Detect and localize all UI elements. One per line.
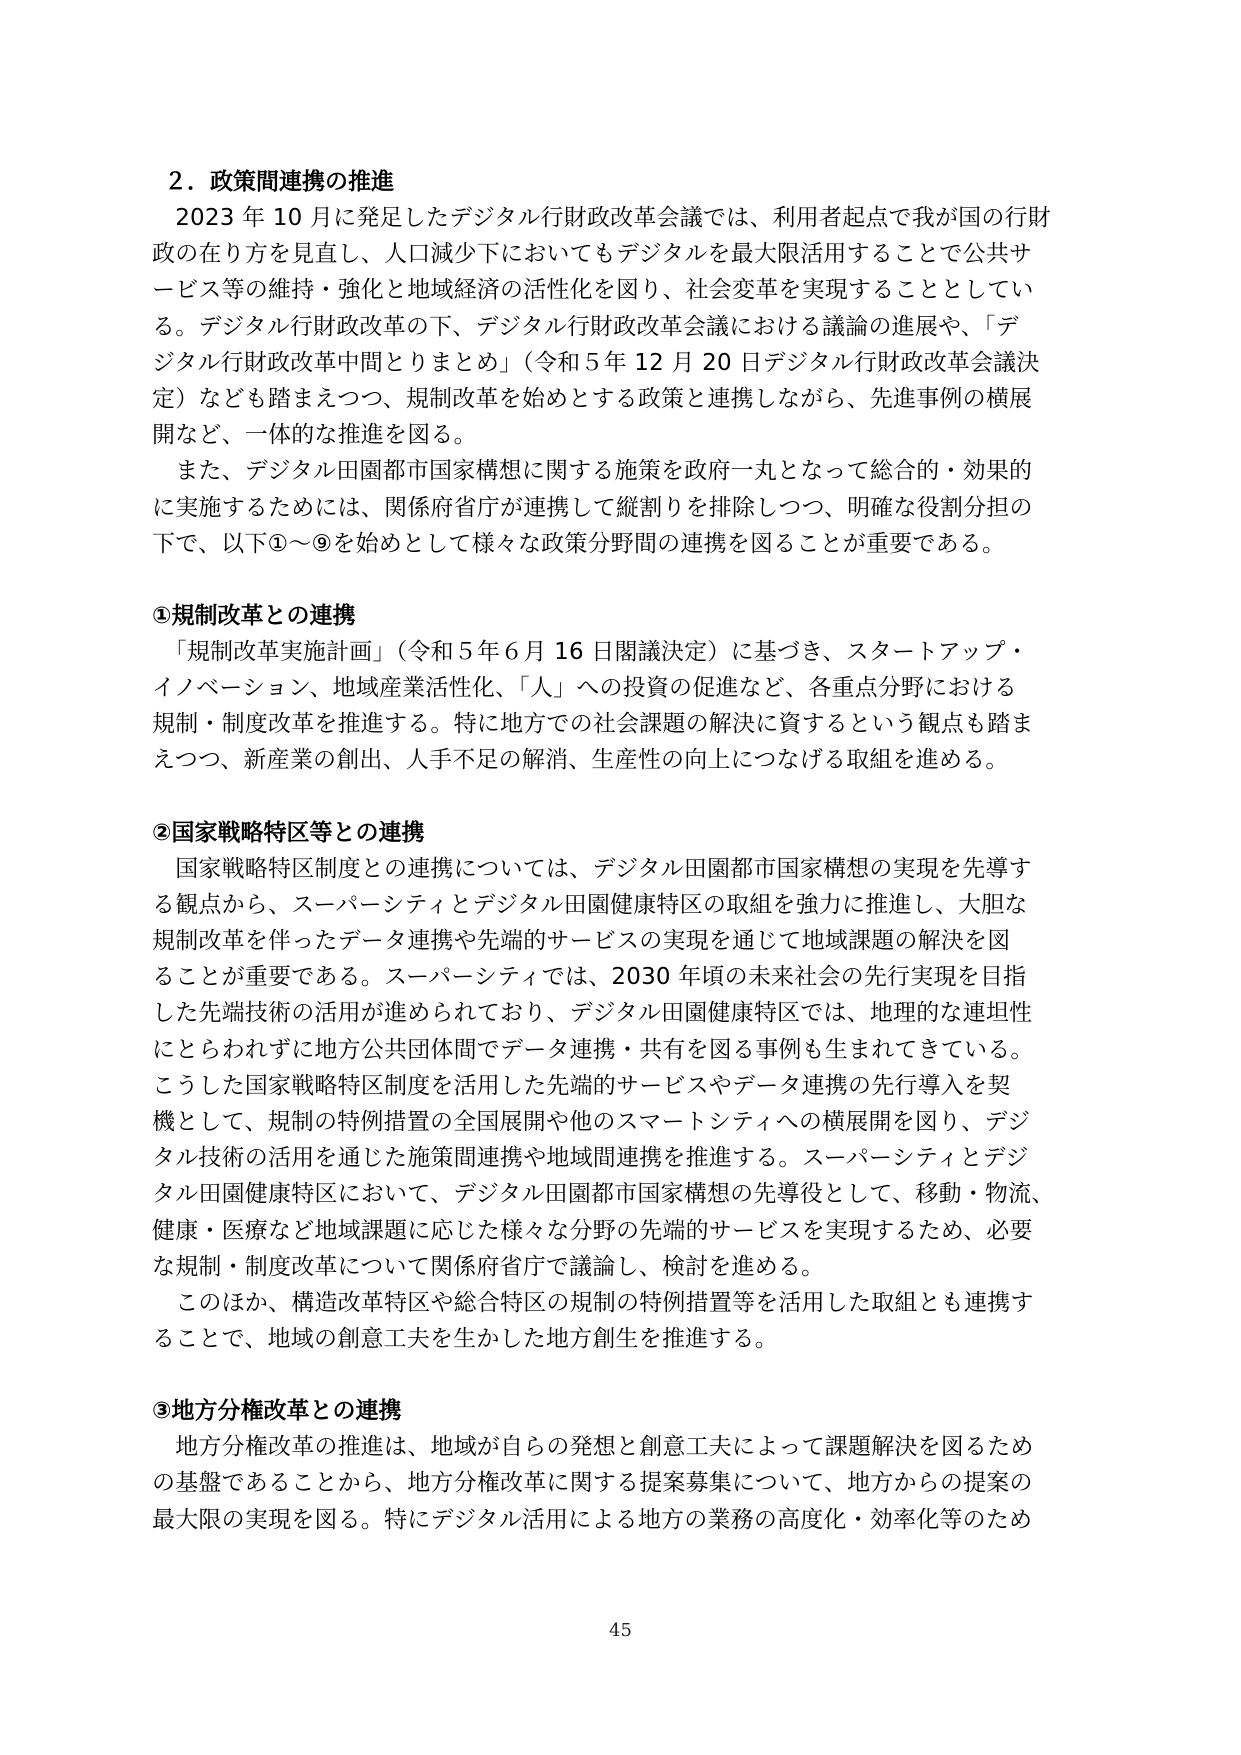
subsection-heading-decentralization: ③地方分権改革との連携	[152, 1398, 402, 1425]
body-line: る。デジタル行財政改革の下、デジタル行財政改革会議における議論の進展や、「デ	[152, 313, 1019, 340]
subsection-body-special-zones	[152, 851, 1092, 1358]
paragraph-gap	[152, 562, 1092, 598]
body-line: 健康・医療など地域課題に応じた様々な分野の先端的サービスを実現するため、必要	[152, 1217, 1033, 1244]
paragraph-gap	[152, 1357, 1092, 1393]
body-line: タル田園健康特区において、デジタル田園都市国家構想の先導役として、移動・物流、	[152, 1181, 1055, 1208]
body-line: 国家戦略特区制度との連携については、デジタル田園都市国家構想の実現を先導す	[152, 855, 1032, 882]
body-line: ービス等の維持・強化と地域経済の活性化を図り、社会変革を実現することとしてい	[152, 277, 1034, 304]
body-line: イノベーション、地域産業活性化、「人」への投資の促進など、各重点分野における	[152, 675, 1018, 702]
subsection-body-regulatory-reform	[152, 634, 1092, 779]
body-line: 開など、一体的な推進を図る。	[152, 422, 477, 449]
page-content	[152, 164, 1092, 1538]
body-line: した先端技術の活用が進められており、デジタル田園健康特区では、地理的な連坦性	[152, 1000, 1033, 1027]
body-line: ジタル行財政改革中間とりまとめ」（令和５年 12 月 20 日デジタル行財政改革会議決	[152, 349, 1040, 376]
body-line: の基盤であることから、地方分権改革に関する提案募集について、地方からの提案の	[152, 1470, 1033, 1497]
body-line: こうした国家戦略特区制度を活用した先端的サービスやデータ連携の先行導入を契	[152, 1072, 1011, 1099]
body-line: このほか、構造改革特区や総合特区の規制の特例措置等を活用した取組とも連携す	[152, 1289, 1034, 1316]
body-line: 機として、規制の特例措置の全国展開や他のスマートシティへの横展開を図り、デジ	[152, 1108, 1031, 1135]
subsection-heading-regulatory-reform: ①規制改革との連携	[152, 602, 356, 629]
body-line: 「規制改革実施計画」（令和５年６月 16 日閣議決定）に基づき、スタートアップ・	[152, 638, 1029, 665]
subsection-heading-special-zones: ②国家戦略特区等との連携	[152, 819, 425, 846]
body-line: 最大限の実現を図る。特にデジタル活用による地方の業務の高度化・効率化等のため	[152, 1506, 1033, 1533]
page-number: 45	[609, 1620, 632, 1641]
section-body	[152, 200, 1092, 562]
body-line: る観点から、スーパーシティとデジタル田園健康特区の取組を強力に推進し、大胆な	[152, 891, 1028, 918]
body-line: ることが重要である。スーパーシティでは、2030 年頃の未来社会の先行実現を目指	[152, 964, 1027, 991]
body-line: な規制・制度改革について関係府省庁で議論し、検討を進める。	[152, 1253, 825, 1280]
body-line: に実施するためには、関係府省庁が連携して縦割りを排除しつつ、明確な役割分担の	[152, 494, 1033, 521]
body-line: 規制改革を伴ったデータ連携や先端的サービスの実現を通じて地域課題の解決を図	[152, 928, 1011, 954]
body-line: タル技術の活用を通じた施策間連携や地域間連携を推進する。スーパーシティとデジ	[152, 1145, 1029, 1172]
body-line: 政の在り方を見直し、人口減少下においてもデジタルを最大限活用することで公共サ	[152, 241, 1033, 268]
body-line: 地方分権改革の推進は、地域が自らの発想と創意工夫によって課題解決を図るため	[152, 1434, 1034, 1461]
body-line: また、デジタル田園都市国家構想に関する施策を政府一丸となって総合的・効果的	[152, 458, 1033, 485]
section-heading: ２．政策間連携の推進	[164, 169, 394, 195]
body-line: えつつ、新産業の創出、人手不足の解消、生産性の向上につなげる取組を進める。	[152, 747, 1009, 774]
body-line: にとらわれずに地方公共団体間でデータ連携・共有を図る事例も生まれてきている。	[152, 1036, 1034, 1063]
body-line: 定）なども踏まえつつ、規制改革を始めとする政策と連携しながら、先進事例の横展	[152, 385, 1033, 412]
body-line: 規制・制度改革を推進する。特に地方での社会課題の解決に資するという観点も踏ま	[152, 711, 1034, 738]
paragraph-gap	[152, 779, 1092, 815]
body-line: 2023 年 10 月に発足したデジタル行財政改革会議では、利用者起点で我が国の行財	[152, 205, 1051, 231]
body-line: 下で、以下①～⑨を始めとして様々な政策分野間の連携を図ることが重要である。	[152, 530, 1006, 557]
subsection-body-decentralization	[152, 1429, 1092, 1538]
body-line: ることで、地域の創意工夫を生かした地方創生を推進する。	[152, 1326, 778, 1353]
